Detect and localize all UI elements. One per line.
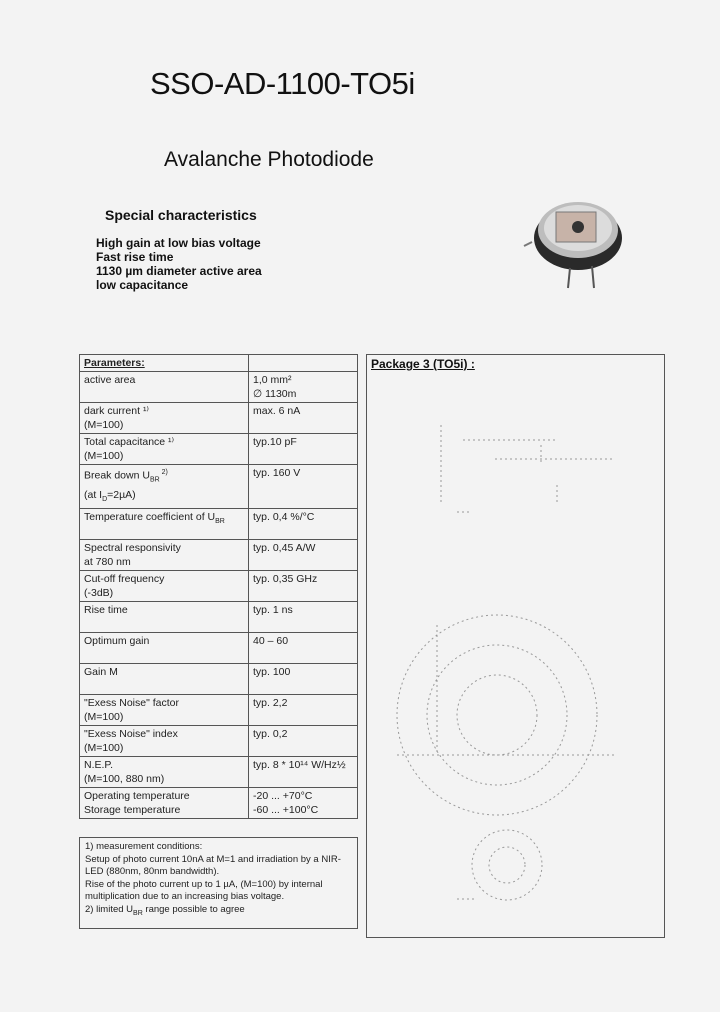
package-drawing-box	[366, 354, 665, 938]
table-row: Operating temperature Storage temperature -20 ... +70°C -60 ... +100°C	[80, 787, 358, 818]
note-text: 2) limited $U_{BR}$ range possible to agree	[85, 904, 245, 917]
page-subtitle: Avalanche Photodiode	[164, 148, 374, 171]
note-text: Rise of the photo current up to 1 µA, (M=100) by internal multiplication due to an increasing bias voltage.	[85, 879, 323, 902]
page-title: SSO-AD-1100-TO5i	[150, 66, 415, 101]
note-text: Setup of photo current 10nA at M=1 and irradiation by a NIR-LED (880nm, 80nm bandwidth).	[85, 854, 341, 877]
feature-list	[96, 236, 262, 292]
product-photo	[520, 190, 632, 290]
table-row: "Exess Noise" index (M=100) typ. 0,2	[80, 725, 358, 756]
feature-item: High gain at low bias voltage	[96, 236, 261, 250]
special-heading: Special characteristics	[105, 207, 257, 223]
feature-item: 1130 µm diameter active area	[96, 264, 262, 278]
parameters-table	[79, 354, 358, 819]
table-row: Cut-off frequency (-3dB) typ. 0,35 GHz	[80, 570, 358, 601]
table-row: Total capacitance ¹⁾ (M=100) typ.10 pF	[80, 434, 358, 465]
note-heading: 1) measurement conditions:	[85, 841, 203, 852]
table-row: Temperature coefficient of $U_{BR}$ typ. 0,4 %/°C	[80, 508, 358, 539]
feature-item: low capacitance	[96, 278, 189, 292]
table-row: Rise time typ. 1 ns	[80, 601, 358, 632]
package-drawing	[367, 355, 664, 937]
table-row: Optimum gain 40 – 60	[80, 632, 358, 663]
table-row: Spectral responsivity at 780 nm typ. 0,45 A/W	[80, 539, 358, 570]
parameters-header: Parameters:	[80, 355, 249, 372]
table-header-row	[80, 355, 358, 372]
notes-box	[79, 837, 358, 929]
table-row: "Exess Noise" factor (M=100) typ. 2,2	[80, 694, 358, 725]
table-row: N.E.P. (M=100, 880 nm) typ. 8 * 10¹⁴ W/Hz½	[80, 756, 358, 787]
feature-item: Fast rise time	[96, 250, 174, 264]
table-row: active area 1,0 mm² ∅ 1130m	[80, 372, 358, 403]
table-row: Break down $U_{BR}$ $^{2)}$ (at $I_D=2\mu A$) typ. 160 V	[80, 465, 358, 509]
table-row: dark current ¹⁾ (M=100) max. 6 nA	[80, 403, 358, 434]
table-row: Gain M typ. 100	[80, 663, 358, 694]
package-title: Package 3 (TO5i) :	[371, 357, 475, 371]
